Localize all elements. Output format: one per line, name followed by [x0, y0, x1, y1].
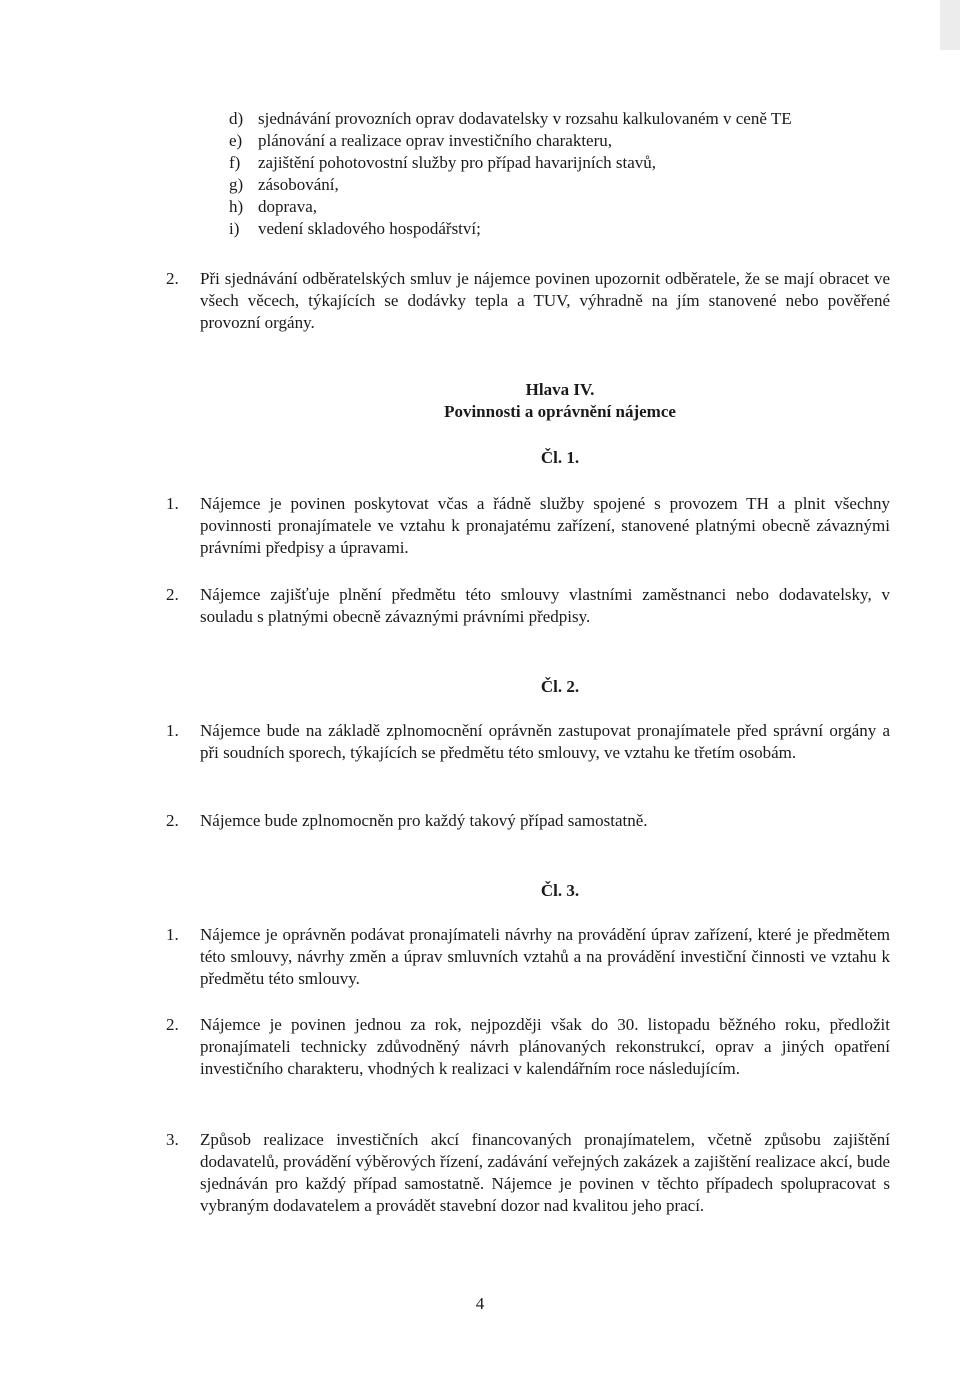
- paragraph-number: 2.: [166, 269, 179, 288]
- list-item-text: doprava,: [258, 197, 318, 216]
- list-item-label: d): [229, 109, 244, 128]
- paragraph-number: 2.: [166, 585, 179, 604]
- list-item-label: g): [229, 175, 244, 194]
- paragraph-text: Nájemce je oprávněn podávat pronajímateli návrhy na provádění úprav zařízení, které je předmětem této smlouvy, návrhy změn a úprav smluvních vztahů a na provádění investiční činnosti ve vztahu k předmětu této smlouvy.: [200, 925, 890, 988]
- list-item-label: h): [229, 197, 244, 216]
- chapter-title: Hlava IV.: [525, 380, 595, 399]
- task-list: [229, 108, 889, 240]
- paragraph-text: Nájemce je povinen jednou za rok, nejpozději však do 30. listopadu běžného roku, předložit pronajímateli technicky zdůvodněný návrh plánovaných rekonstrukcí, oprav a jiných opatření investičního charakteru, vhodných k realizaci v kalendářním roce následujícím.: [200, 1015, 890, 1078]
- list-item-text: vedení skladového hospodářství;: [258, 219, 481, 238]
- page-number: 4: [475, 1294, 485, 1313]
- list-item: [229, 130, 889, 152]
- article-heading: Čl. 1.: [540, 448, 580, 467]
- list-item: [229, 218, 889, 240]
- list-item-text: plánování a realizace oprav investičního charakteru,: [258, 131, 612, 150]
- paragraph-text: Při sjednávání odběratelských smluv je nájemce povinen upozornit odběratele, že se mají obracet ve všech věcech, týkajících se dodávky tepla a TUV, výhradně na jím stanovené nebo pověřené provozní orgány.: [200, 269, 890, 332]
- paragraph-text: Způsob realizace investičních akcí financovaných pronajímatelem, včetně způsobu zajištění dodavatelů, provádění výběrových řízení, zadávání veřejných zakázek a zajištění realizace akcí, bude sjednáván pro každý případ samostatně. Nájemce je povinen v těchto případech spolupracovat s vybraným dodavatelem a provádět stavební dozor nad kvalitou jeho prací.: [200, 1130, 890, 1215]
- paragraph-number: 1.: [166, 494, 179, 513]
- list-item-text: zajištění pohotovostní služby pro případ havarijních stavů,: [258, 153, 657, 172]
- chapter-subtitle: Povinnosti a oprávnění nájemce: [444, 402, 676, 421]
- list-item-text: sjednávání provozních oprav dodavatelsky v rozsahu kalkulovaném v ceně TE: [258, 109, 792, 128]
- list-item-text: zásobování,: [258, 175, 339, 194]
- paragraph-text: Nájemce bude zplnomocněn pro každý takový případ samostatně.: [200, 811, 648, 830]
- list-item: [229, 108, 889, 130]
- paragraph-number: 2.: [166, 811, 179, 830]
- list-item: [229, 152, 889, 174]
- article-heading: Čl. 3.: [540, 881, 580, 900]
- list-item-label: e): [229, 131, 243, 150]
- paragraph-text: Nájemce je povinen poskytovat včas a řádně služby spojené s provozem TH a plnit všechny povinnosti pronajímatele ve vztahu k pronajatému zařízení, stanovené platnými obecně závaznými právními předpisy a úpravami.: [200, 494, 890, 557]
- paragraph-number: 1.: [166, 925, 179, 944]
- paragraph-number: 1.: [166, 721, 179, 740]
- list-item-label: f): [229, 153, 241, 172]
- paragraph-text: Nájemce zajišťuje plnění předmětu této smlouvy vlastními zaměstnanci nebo dodavatelsky, v souladu s platnými obecně závaznými právními předpisy.: [200, 585, 890, 626]
- list-item-label: i): [229, 219, 240, 238]
- article-heading: Čl. 2.: [540, 677, 580, 696]
- scan-smudge: [940, 0, 960, 50]
- list-item: [229, 174, 889, 196]
- paragraph-text: Nájemce bude na základě zplnomocnění oprávněn zastupovat pronajímatele před správní orgány a při soudních sporech, týkajících se předmětu této smlouvy, ve vztahu ke třetím osobám.: [200, 721, 890, 762]
- paragraph-number: 3.: [166, 1130, 179, 1149]
- list-item: [229, 196, 889, 218]
- paragraph-number: 2.: [166, 1015, 179, 1034]
